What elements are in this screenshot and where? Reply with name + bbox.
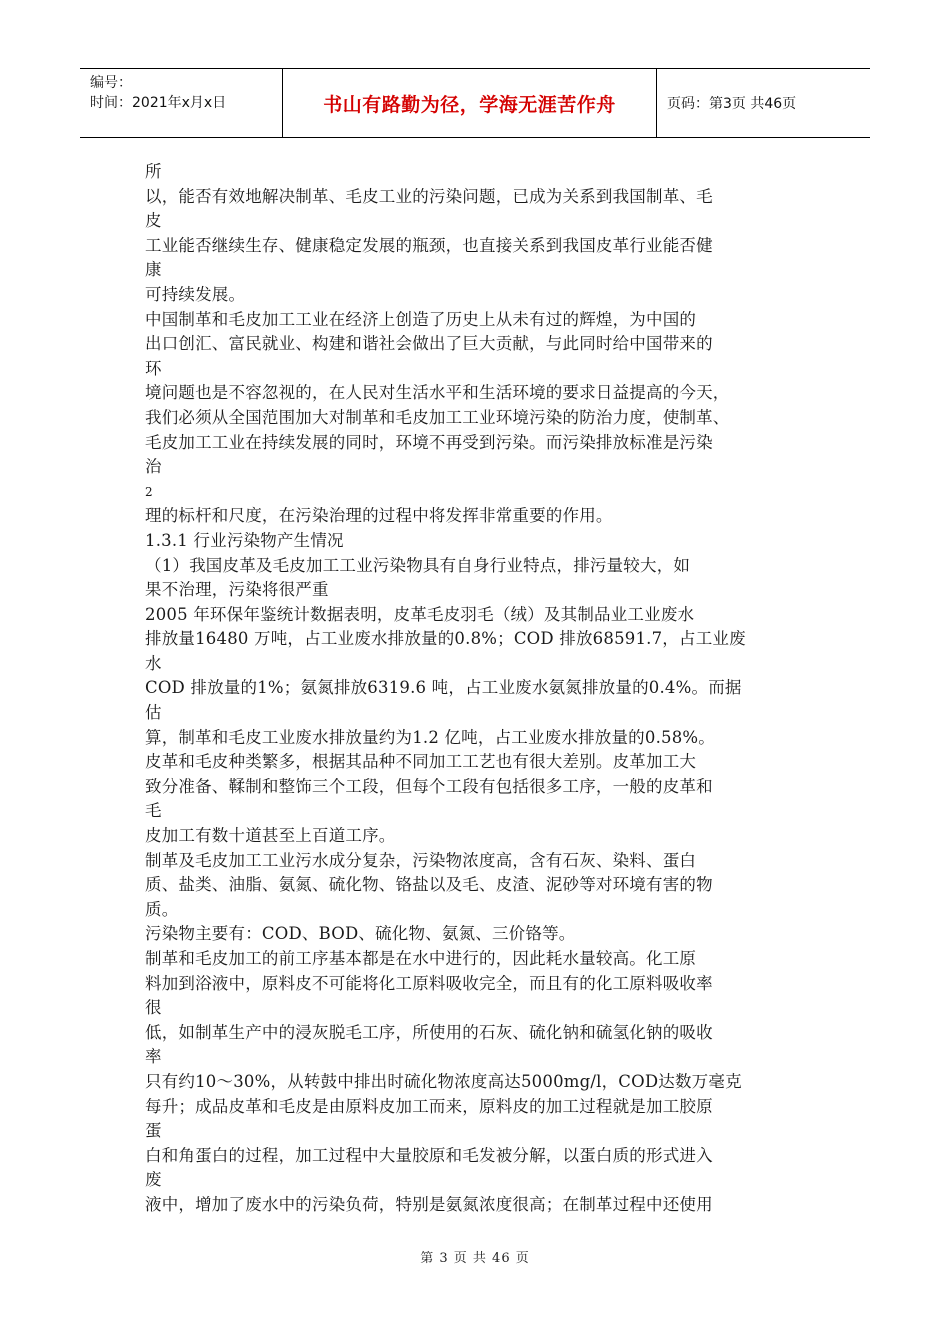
body-text-line: 制革及毛皮加工工业污水成分复杂，污染物浓度高，含有石灰、染料、蛋白 xyxy=(145,850,697,870)
body-text-line: 算，制革和毛皮工业废水排放量约为1.2 亿吨，占工业废水排放量的0.58%。 xyxy=(145,727,716,747)
header-meta-cell xyxy=(80,69,282,137)
body-text-line: 液中，增加了废水中的污染负荷，特别是氨氮浓度很高；在制革过程中还使用 xyxy=(145,1194,713,1214)
body-text-line: 排放量16480 万吨，占工业废水排放量的0.8%；COD 排放68591.7，占工业废 xyxy=(145,629,746,649)
body-text-line: 低，如制革生产中的浸灰脱毛工序，所使用的石灰、硫化钠和硫氢化钠的吸收 xyxy=(145,1022,713,1042)
body-text-line: 皮革和毛皮种类繁多，根据其品种不同加工工艺也有很大差别。皮革加工大 xyxy=(145,752,697,772)
body-text-line: 污染物主要有：COD、BOD、硫化物、氨氮、三价铬等。 xyxy=(145,924,576,944)
header-motto: 书山有路勤为径，学海无涯苦作舟 xyxy=(323,93,616,116)
body-text-line: 环 xyxy=(145,358,162,378)
body-text-line: 估 xyxy=(145,703,162,723)
body-text-line: 我们必须从全国范围加大对制革和毛皮加工工业环境污染的防治力度，使制革、 xyxy=(145,407,730,427)
body-text-line: 2005 年环保年鉴统计数据表明，皮革毛皮羽毛（绒）及其制品业工业废水 xyxy=(145,604,695,624)
document-date-label: 时间：2021年x月x日 xyxy=(90,95,227,111)
body-text-line: 毛 xyxy=(145,801,162,821)
body-text-line: 蛋 xyxy=(145,1121,162,1141)
body-text-line: 可持续发展。 xyxy=(145,284,246,304)
body-text-line: 每升；成品皮革和毛皮是由原料皮加工而来，原料皮的加工过程就是加工胶原 xyxy=(145,1096,713,1116)
body-text-line: COD 排放量的1%；氨氮排放6319.6 吨，占工业废水氨氮排放量的0.4%。而据 xyxy=(145,678,742,698)
header-page-info: 页码：第3页 共46页 xyxy=(667,96,797,112)
body-text-line: 制革和毛皮加工的前工序基本都是在水中进行的，因此耗水量较高。化工原 xyxy=(145,949,697,968)
body-text-line: 很 xyxy=(145,998,162,1018)
header-motto-cell xyxy=(282,69,657,137)
page-header xyxy=(80,68,870,138)
body-text-line: 理的标杆和尺度，在污染治理的过程中将发挥非常重要的作用。 xyxy=(145,506,613,526)
body-text-line: 皮加工有数十道甚至上百道工序。 xyxy=(145,826,396,846)
body-text-line: 工业能否继续生存、健康稳定发展的瓶颈，也直接关系到我国皮革行业能否健 xyxy=(145,235,713,255)
body-text-line: 境问题也是不容忽视的，在人民对生活水平和生活环境的要求日益提高的今天， xyxy=(145,383,730,403)
body-text-line: 中国制革和毛皮加工工业在经济上创造了历史上从未有过的辉煌，为中国的 xyxy=(145,309,697,329)
document-number-label: 编号： xyxy=(90,75,132,91)
body-text-line: （1）我国皮革及毛皮加工工业污染物具有自身行业特点，排污量较大，如 xyxy=(145,555,691,575)
body-text-line: 水 xyxy=(145,653,162,673)
body-text-line: 2 xyxy=(145,484,153,499)
body-text-line: 废 xyxy=(145,1170,162,1190)
body-text-line: 皮 xyxy=(145,211,162,231)
body-text-line: 康 xyxy=(145,260,162,280)
document-body xyxy=(145,160,815,1218)
body-text-line: 出口创汇、富民就业、构建和谐社会做出了巨大贡献，与此同时给中国带来的 xyxy=(145,334,713,354)
body-text-line: 致分准备、鞣制和整饰三个工段，但每个工段有包括很多工序，一般的皮革和 xyxy=(145,776,713,796)
body-text-line: 以，能否有效地解决制革、毛皮工业的污染问题，已成为关系到我国制革、毛 xyxy=(145,186,713,206)
body-text-line: 毛皮加工工业在持续发展的同时，环境不再受到污染。而污染排放标准是污染 xyxy=(145,432,713,452)
body-text-line: 白和角蛋白的过程，加工过程中大量胶原和毛发被分解，以蛋白质的形式进入 xyxy=(145,1145,713,1165)
body-text-line: 质、盐类、油脂、氨氮、硫化物、铬盐以及毛、皮渣、泥砂等对环境有害的物 xyxy=(145,875,713,895)
body-text-line: 治 xyxy=(145,457,162,477)
body-text-line: 果不治理，污染将很严重 xyxy=(145,580,329,600)
body-text-line: 所 xyxy=(145,162,162,181)
body-text-line: 料加到浴液中，原料皮不可能将化工原料吸收完全，而且有的化工原料吸收率 xyxy=(145,973,713,993)
body-text-line: 质。 xyxy=(145,899,179,919)
body-text-line: 只有约10～30%，从转鼓中排出时硫化物浓度高达5000mg/l，COD达数万毫克 xyxy=(145,1071,742,1091)
body-text-line: 率 xyxy=(145,1047,162,1067)
page-footer: 第 3 页 共 46 页 xyxy=(420,1251,530,1266)
body-text-line: 1.3.1 行业污染物产生情况 xyxy=(145,530,344,550)
header-page-cell xyxy=(657,69,870,137)
